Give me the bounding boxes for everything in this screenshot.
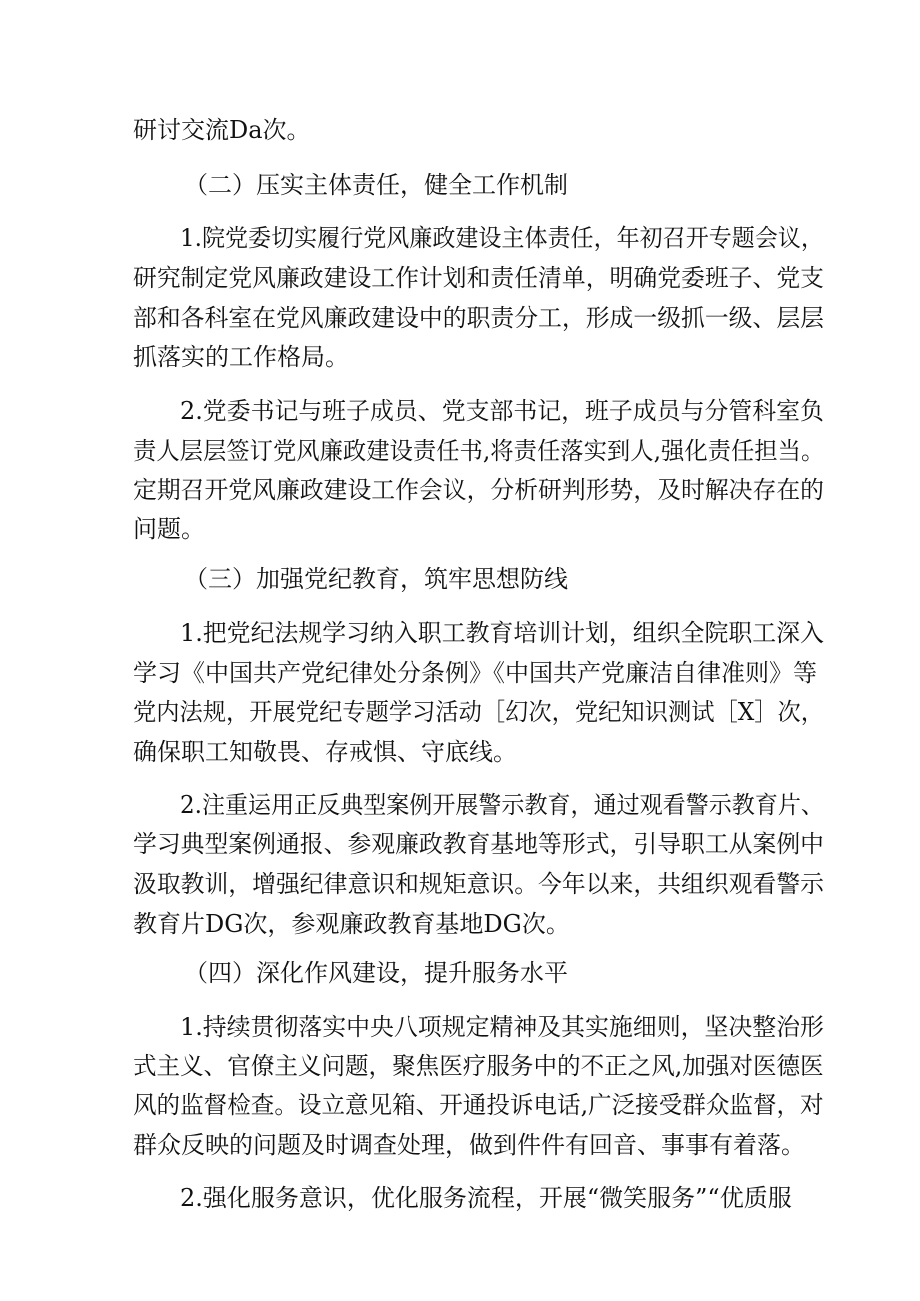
intro-tail-line: 研讨交流Da次。 xyxy=(133,116,311,144)
section-3-p1-line-3: 党内法规，开展党纪专题学习活动［幻次，党纪知识测试［X］次， xyxy=(133,698,825,726)
section-3-p1-line-2: 学习《中国共产党纪律处分条例》《中国共产党廉洁自律准则》等 xyxy=(133,659,817,687)
section-2-p1-line-2: 研究制定党风廉政建设工作计划和责任清单，明确党委班子、党支 xyxy=(133,264,824,292)
section-2-p2-line-4: 问题。 xyxy=(133,515,205,543)
section-2-p2-line-2: 责人层层签订党风廉政建设责任书,将责任落实到人,强化责任担当。 xyxy=(133,437,825,465)
section-2-p1-line-4: 抓落实的工作格局。 xyxy=(133,343,349,371)
section-4-p1-line-4: 群众反映的问题及时调查处理，做到件件有回音、事事有着落。 xyxy=(133,1131,805,1159)
section-3-heading: （三）加强党纪教育，筑牢思想防线 xyxy=(184,565,568,593)
section-2-p2-line-3: 定期召开党风廉政建设工作会议，分析研判形势，及时解决存在的 xyxy=(133,476,824,504)
section-4-heading: （四）深化作风建设，提升服务水平 xyxy=(184,959,568,987)
section-4-p1-line-3: 风的监督检查。设立意见箱、开通投诉电话,广泛接受群众监督，对 xyxy=(133,1091,824,1119)
section-4-p2-line-1: 2.强化服务意识，优化服务流程，开展“微笑服务”“优质服 xyxy=(180,1184,792,1212)
section-3-p2-line-2: 学习典型案例通报、参观廉政教育基地等形式，引导职工从案例中 xyxy=(133,830,824,858)
section-3-p2-line-3: 汲取教训，增强纪律意识和规矩意识。今年以来，共组织观看警示 xyxy=(133,870,824,898)
section-3-p2-line-1: 2.注重运用正反典型案例开展警示教育，通过观看警示教育片、 xyxy=(180,791,824,819)
section-2-p1-line-3: 部和各科室在党风廉政建设中的职责分工，形成一级抓一级、层层 xyxy=(133,304,824,332)
section-3-p1-line-1: 1.把党纪法规学习纳入职工教育培训计划，组织全院职工深入 xyxy=(180,619,824,647)
section-3-p1-line-4: 确保职工知敬畏、存戒惧、守底线。 xyxy=(133,738,517,766)
section-4-p1-line-1: 1.持续贯彻落实中央八项规定精神及其实施细则，坚决整治形 xyxy=(180,1013,824,1041)
section-2-p1-line-1: 1.院党委切实履行党风廉政建设主体责任，年初召开专题会议， xyxy=(180,224,824,252)
section-2-p2-line-1: 2.党委书记与班子成员、党支部书记，班子成员与分管科室负 xyxy=(180,397,824,425)
section-3-p2-line-4: 教育片DG次，参观廉政教育基地DG次。 xyxy=(133,910,570,938)
section-2-heading: （二）压实主体责任，健全工作机制 xyxy=(184,171,568,199)
section-4-p1-line-2: 式主义、官僚主义问题，聚焦医疗服务中的不正之风,加强对医德医 xyxy=(133,1052,824,1080)
